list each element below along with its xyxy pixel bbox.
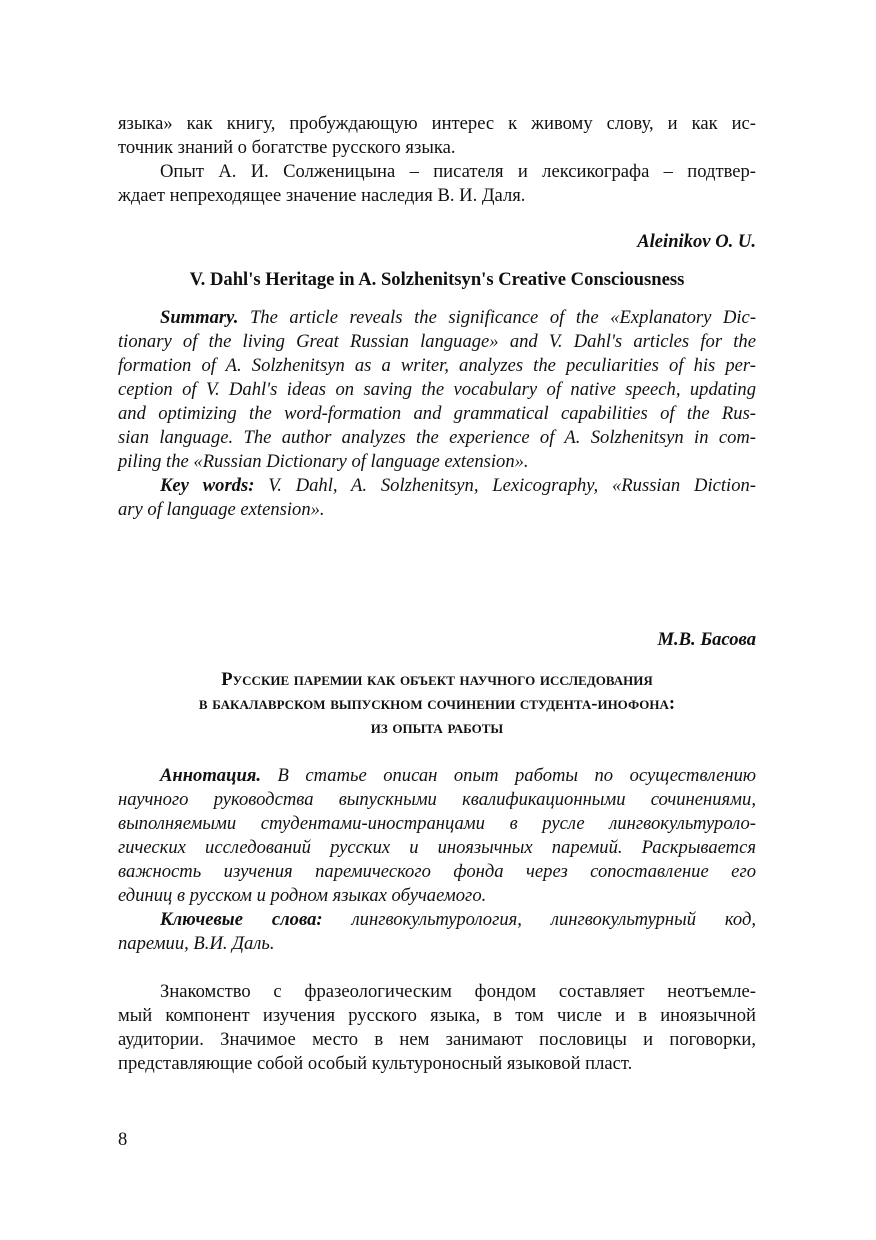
annotation-label: Аннотация. <box>160 765 262 786</box>
article-title <box>118 668 756 740</box>
previous-article-end <box>118 112 756 208</box>
text-line: выполняемыми студентами-иностранцами в русле лингвокультуроло- <box>118 813 756 834</box>
text-line: паремии, В.И. Даль. <box>118 933 275 954</box>
page-number: 8 <box>118 1129 128 1150</box>
text-line: The article reveals the significance of the «Explanatory Dic- <box>249 307 757 328</box>
title-line: Русские паремии как объект научного исследования <box>221 669 653 690</box>
text-line: ary of language extension». <box>118 499 325 520</box>
text-line: научного руководства выпускными квалификационными сочинениями, <box>118 789 756 810</box>
text-line: единиц в русском и родном языках обучаемого. <box>118 885 487 906</box>
text-line: гических исследований русских и иноязычных паремий. Раскрывается <box>118 837 756 858</box>
annotation <box>118 764 756 956</box>
text-line: важность изучения паремического фонда через сопоставление его <box>118 861 756 882</box>
text-line: аудитории. Значимое место в нем занимают пословицы и поговорки, <box>118 1029 756 1050</box>
text-line: представляющие собой особый культуроносный языковой пласт. <box>118 1053 633 1074</box>
english-summary <box>118 306 756 522</box>
text-line: tionary of the living Great Russian language» and V. Dahl's articles for the <box>118 331 756 352</box>
english-title: V. Dahl's Heritage in A. Solzhenitsyn's Creative Consciousness <box>189 269 685 290</box>
text-line: В статье описан опыт работы по осуществлению <box>277 765 756 786</box>
summary-label: Summary. <box>160 307 239 328</box>
text-line: sian language. The author analyzes the experience of A. Solzhenitsyn in com- <box>118 427 756 448</box>
text-line: formation of A. Solzhenitsyn as a writer, analyzes the peculiarities of his per- <box>118 355 756 376</box>
article-body <box>118 980 756 1076</box>
text-line: ждает непреходящее значение наследия В. И. Даля. <box>118 185 526 206</box>
english-author: Aleinikov O. U. <box>637 231 756 252</box>
text-line: точник знаний о богатстве русского языка. <box>118 137 456 158</box>
text-line: and optimizing the word-formation and grammatical capabilities of the Rus- <box>118 403 756 424</box>
text-line: Знакомство с фразеологическим фондом составляет неотъемле- <box>160 981 756 1002</box>
keywords-label: Key words: <box>160 475 255 496</box>
title-line: в бакалаврском выпускном сочинении студента-инофона: <box>198 693 676 714</box>
text-line: мый компонент изучения русского языка, в том числе и в иноязычной <box>118 1005 756 1026</box>
text-line: piling the «Russian Dictionary of language extension». <box>118 451 529 472</box>
keywords-label: Ключевые слова: <box>160 909 323 930</box>
text-line: лингвокультурология, лингвокультурный код, <box>351 909 756 930</box>
text-line: языка» как книгу, пробуждающую интерес к живому слову, и как ис- <box>118 113 756 134</box>
text-line: ception of V. Dahl's ideas on saving the vocabulary of native speech, updating <box>118 379 756 400</box>
page-content <box>118 112 756 1076</box>
text-line: V. Dahl, A. Solzhenitsyn, Lexicography, «Russian Diction- <box>268 475 756 496</box>
title-line: из опыта работы <box>370 717 504 738</box>
article-author: М.В. Басова <box>657 629 756 650</box>
text-line: Опыт А. И. Солженицына – писателя и лексикографа – подтвер- <box>160 161 756 182</box>
